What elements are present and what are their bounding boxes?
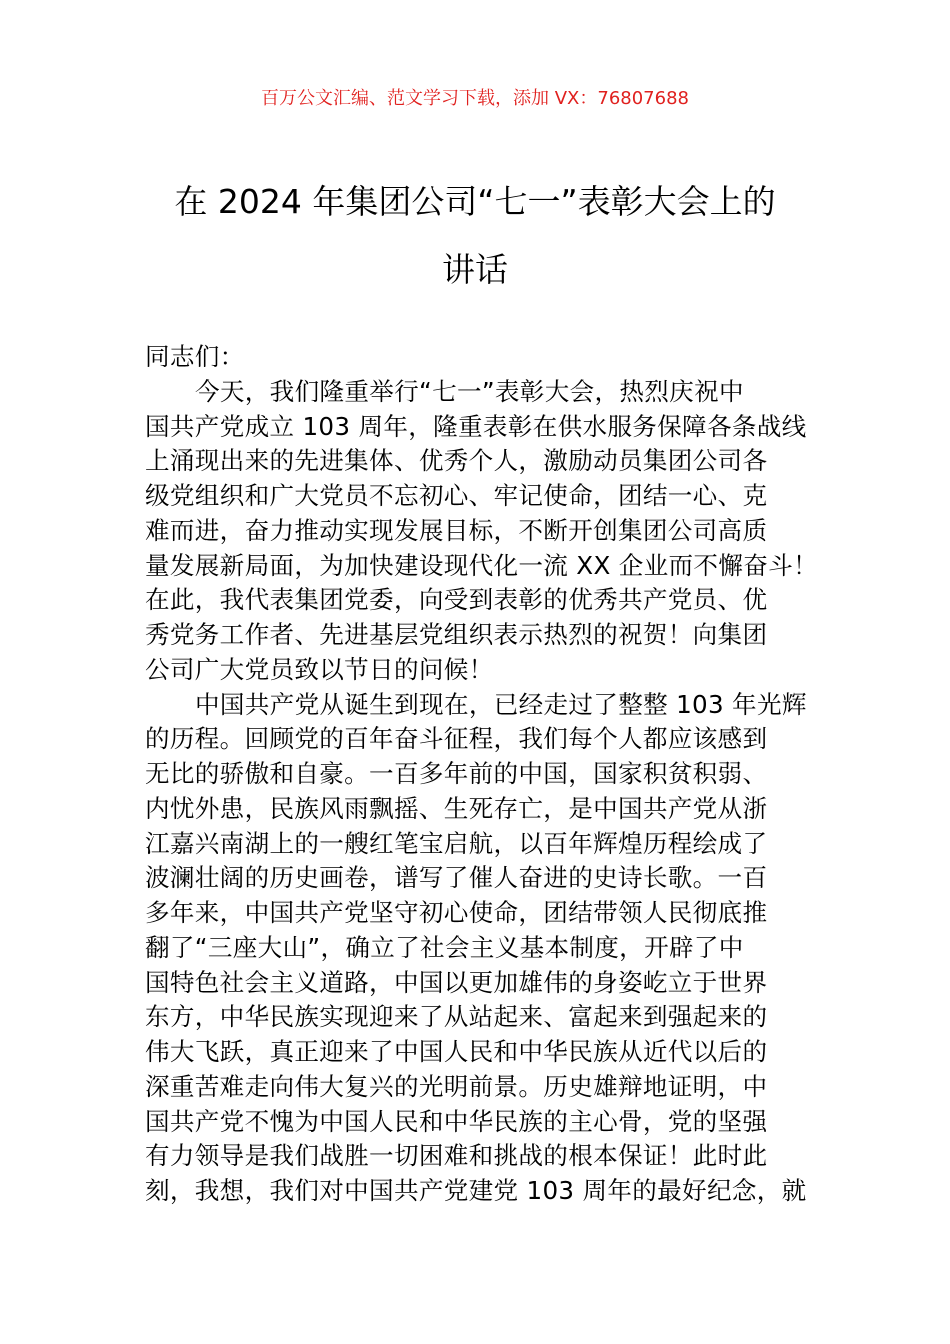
paragraph-line: 国共产党成立 103 周年，隆重表彰在供水服务保障各条战线 xyxy=(145,411,807,441)
paragraph-line: 中国共产党从诞生到现在，已经走过了整整 103 年光辉 xyxy=(195,689,807,719)
paragraph-line: 刻，我想，我们对中国共产党建党 103 周年的最好纪念，就 xyxy=(145,1176,807,1205)
document-title-line-1: 在 2024 年集团公司“七一”表彰大会上的 xyxy=(174,182,776,221)
paragraph-line: 内忧外患，民族风雨飘摇、生死存亡，是中国共产党从浙 xyxy=(145,793,768,823)
paragraph-line: 江嘉兴南湖上的一艘红笔宝启航，以百年辉煌历程绘成了 xyxy=(145,828,768,858)
document-body xyxy=(145,340,825,1209)
paragraph-line: 国共产党不愧为中国人民和中华民族的主心骨，党的坚强 xyxy=(145,1106,768,1136)
paragraph-line: 秀党务工作者、先进基层党组织表示热烈的祝贺！向集团 xyxy=(145,620,768,649)
paragraph-line: 上涌现出来的先进集体、优秀个人，激励动员集团公司各 xyxy=(145,446,768,476)
salutation: 同志们： xyxy=(145,342,245,371)
paragraph-line: 公司广大党员致以节日的问候！ xyxy=(145,654,494,684)
paragraph-line: 波澜壮阔的历史画卷，谱写了催人奋进的史诗长歌。一百 xyxy=(145,863,768,893)
paragraph-line: 在此，我代表集团党委，向受到表彰的优秀共产党员、优 xyxy=(145,585,768,615)
paragraph-line: 翻了“三座大山”，确立了社会主义基本制度，开辟了中 xyxy=(145,932,744,962)
paragraph-line: 伟大飞跃，真正迎来了中国人民和中华民族从近代以后的 xyxy=(145,1037,768,1066)
paragraph-line: 东方，中华民族实现迎来了从站起来、富起来到强起来的 xyxy=(145,1002,768,1032)
paragraph-line: 深重苦难走向伟大复兴的光明前景。历史雄辩地证明，中 xyxy=(145,1071,768,1101)
paragraph-line: 无比的骄傲和自豪。一百多年前的中国，国家积贫积弱、 xyxy=(145,759,768,788)
paragraph-line: 级党组织和广大党员不忘初心、牢记使命，团结一心、克 xyxy=(145,481,768,510)
paragraph xyxy=(145,375,825,688)
paragraph-line: 的历程。回顾党的百年奋斗征程，我们每个人都应该感到 xyxy=(145,724,768,754)
paragraph-line: 国特色社会主义道路，中国以更加雄伟的身姿屹立于世界 xyxy=(145,967,768,997)
watermark-header: 百万公文汇编、范文学习下载，添加 VX：76807688 xyxy=(261,88,689,109)
paragraph-line: 量发展新局面，为加快建设现代化一流 XX 企业而不懈奋斗！ xyxy=(145,550,818,580)
paragraph-line: 今天，我们隆重举行“七一”表彰大会，热烈庆祝中 xyxy=(195,376,744,406)
paragraph-line: 多年来，中国共产党坚守初心使命，团结带领人民彻底推 xyxy=(145,898,768,927)
document-title-line-2: 讲话 xyxy=(442,250,508,289)
paragraph-line: 难而进，奋力推动实现发展目标，不断开创集团公司高质 xyxy=(145,515,768,545)
paragraph-line: 有力领导是我们战胜一切困难和挑战的根本保证！此时此 xyxy=(145,1141,768,1171)
paragraph xyxy=(145,688,825,1209)
